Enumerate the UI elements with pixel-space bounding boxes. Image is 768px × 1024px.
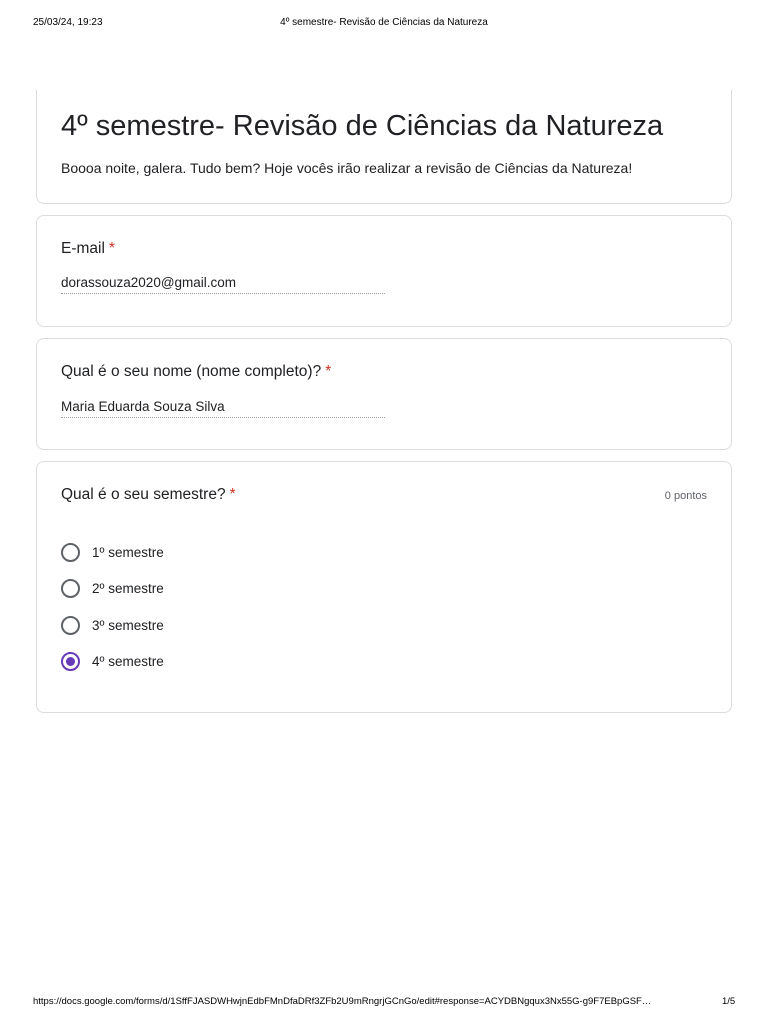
- required-asterisk: *: [325, 363, 332, 380]
- question-card-email: [36, 215, 732, 327]
- print-header: [0, 17, 768, 31]
- option-label: 4º semestre: [92, 653, 164, 669]
- option-semester-4[interactable]: [61, 651, 361, 671]
- option-label: 2º semestre: [92, 580, 164, 596]
- name-label-text: Qual é o seu nome (nome completo)?: [61, 363, 322, 380]
- option-label: 1º semestre: [92, 544, 164, 560]
- email-answer: dorassouza2020@gmail.com: [61, 275, 385, 294]
- name-answer: Maria Eduarda Souza Silva: [61, 399, 385, 418]
- question-label-email: [61, 240, 115, 258]
- print-datetime: 25/03/24, 19:23: [33, 17, 103, 28]
- question-label-name: [61, 363, 331, 381]
- print-footer: [0, 996, 768, 1010]
- radio-button[interactable]: [61, 652, 80, 671]
- option-label: 3º semestre: [92, 617, 164, 633]
- required-asterisk: *: [108, 240, 115, 257]
- form-header-card: [36, 90, 732, 204]
- question-card-name: [36, 338, 732, 450]
- option-semester-1[interactable]: [61, 542, 361, 562]
- option-semester-2[interactable]: [61, 578, 361, 598]
- semester-label-text: Qual é o seu semestre?: [61, 486, 226, 503]
- email-label-text: E-mail: [61, 240, 105, 257]
- option-semester-3[interactable]: [61, 615, 361, 635]
- required-asterisk: *: [229, 486, 236, 503]
- form-description: Boooa noite, galera. Tudo bem? Hoje vocês irão realizar a revisão de Ciências da Natureza!: [61, 160, 633, 176]
- points-badge: 0 pontos: [664, 490, 707, 502]
- radio-button[interactable]: [61, 579, 80, 598]
- form-title: 4º semestre- Revisão de Ciências da Natureza: [61, 110, 664, 142]
- question-card-semester: [36, 461, 732, 713]
- print-url: https://docs.google.com/forms/d/1SffFJASDWHwjnEdbFMnDfaDRf3ZFb2U9mRngrjGCnGo/edit#response=ACYDBNgqux3Nx55G-g9F7EBpGSF…: [33, 996, 652, 1007]
- radio-button[interactable]: [61, 543, 80, 562]
- print-page-title: 4º semestre- Revisão de Ciências da Natureza: [280, 17, 488, 28]
- question-label-semester: [61, 486, 236, 504]
- page-number: 1/5: [722, 996, 736, 1007]
- radio-button[interactable]: [61, 616, 80, 635]
